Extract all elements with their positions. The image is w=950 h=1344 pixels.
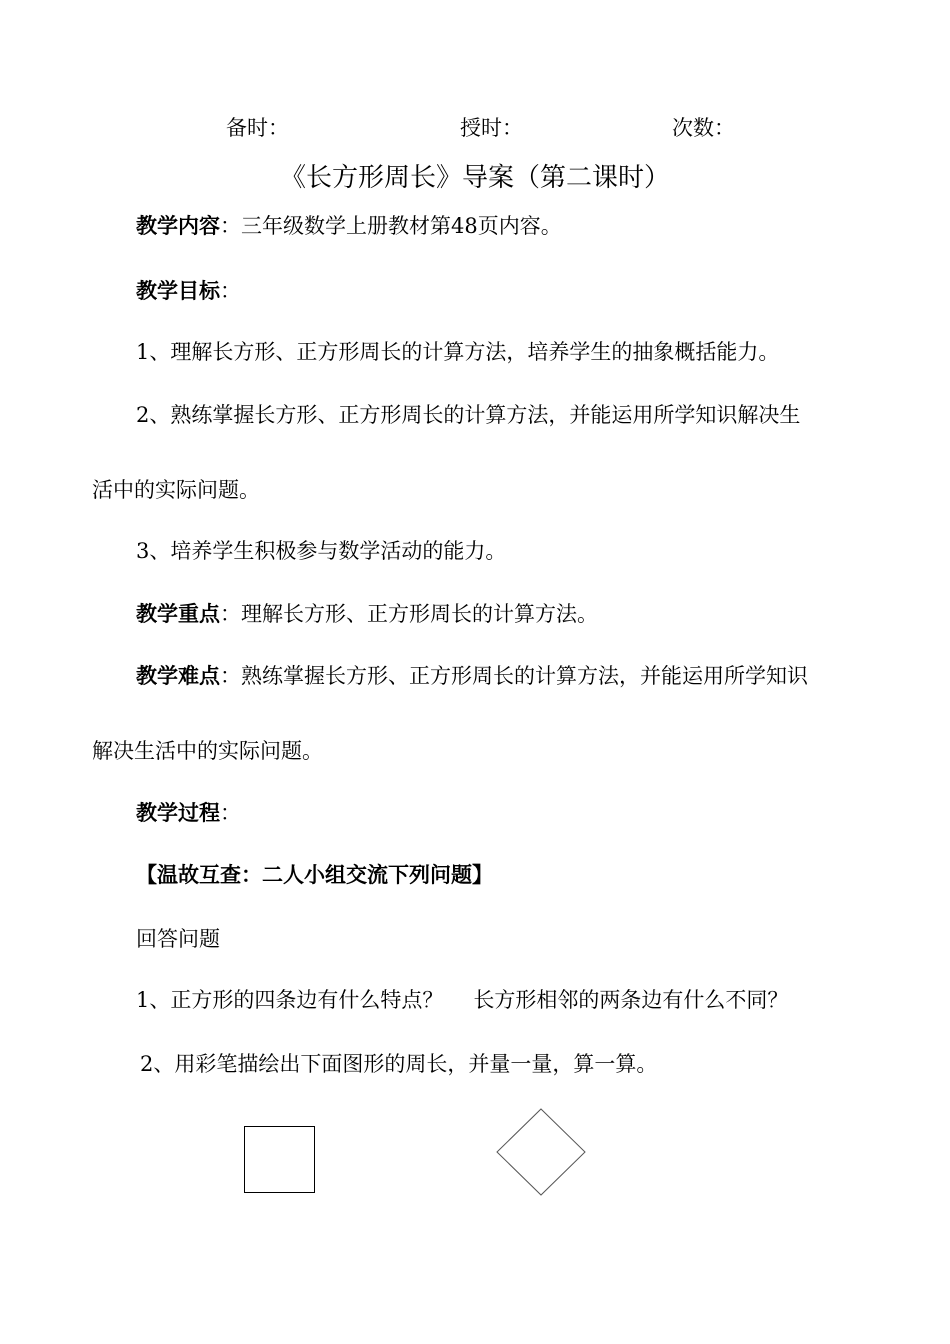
process-colon: ： [220, 801, 241, 825]
header-teach-time: 授时： [460, 116, 523, 140]
key-point-line [136, 600, 598, 628]
review-heading: 【温故互查：二人小组交流下列问题】 [136, 863, 493, 887]
header-count: 次数： [672, 116, 735, 140]
key-point-text: 理解长方形、正方形周长的计算方法。 [241, 602, 598, 626]
header-prep-time: 备时： [226, 116, 289, 140]
objectives-colon: ： [220, 279, 241, 303]
question-1-part-a: 1、正方形的四条边有什么特点？ [136, 988, 444, 1012]
review-subheading: 回答问题 [136, 927, 220, 951]
content-text: 三年级数学上册教材第48页内容。 [241, 214, 562, 238]
question-1-part-b: 长方形相邻的两条边有什么不同？ [473, 988, 789, 1012]
difficulty-text: 熟练掌握长方形、正方形周长的计算方法，并能运用所学知识 [241, 664, 808, 688]
question-2: 2、用彩笔描绘出下面图形的周长，并量一量，算一算。 [140, 1052, 658, 1076]
difficulty-label: 教学难点 [136, 664, 220, 688]
difficulty-line [136, 662, 808, 690]
objective-item-1: 1、理解长方形、正方形周长的计算方法，培养学生的抽象概括能力。 [136, 340, 780, 364]
document-title: 《长方形周长》导案（第二课时） [279, 163, 670, 193]
objectives-heading [136, 277, 241, 305]
square-figure [244, 1126, 315, 1193]
content-label: 教学内容 [136, 214, 220, 238]
question-1 [136, 986, 788, 1014]
process-heading [136, 799, 241, 827]
process-label: 教学过程 [136, 801, 220, 825]
difficulty-continuation: 解决生活中的实际问题。 [92, 739, 323, 763]
key-point-label: 教学重点 [136, 602, 220, 626]
diamond-figure [496, 1108, 586, 1196]
objective-item-2: 2、熟练掌握长方形、正方形周长的计算方法，并能运用所学知识解决生 [136, 403, 801, 427]
key-point-colon: ： [220, 602, 241, 626]
content-colon: ： [220, 214, 241, 238]
diamond-outline [497, 1109, 585, 1195]
content-line [136, 212, 562, 240]
objectives-label: 教学目标 [136, 279, 220, 303]
objective-item-3: 3、培养学生积极参与数学活动的能力。 [136, 539, 507, 563]
objective-item-2-continued: 活中的实际问题。 [92, 478, 260, 502]
difficulty-colon: ： [220, 664, 241, 688]
